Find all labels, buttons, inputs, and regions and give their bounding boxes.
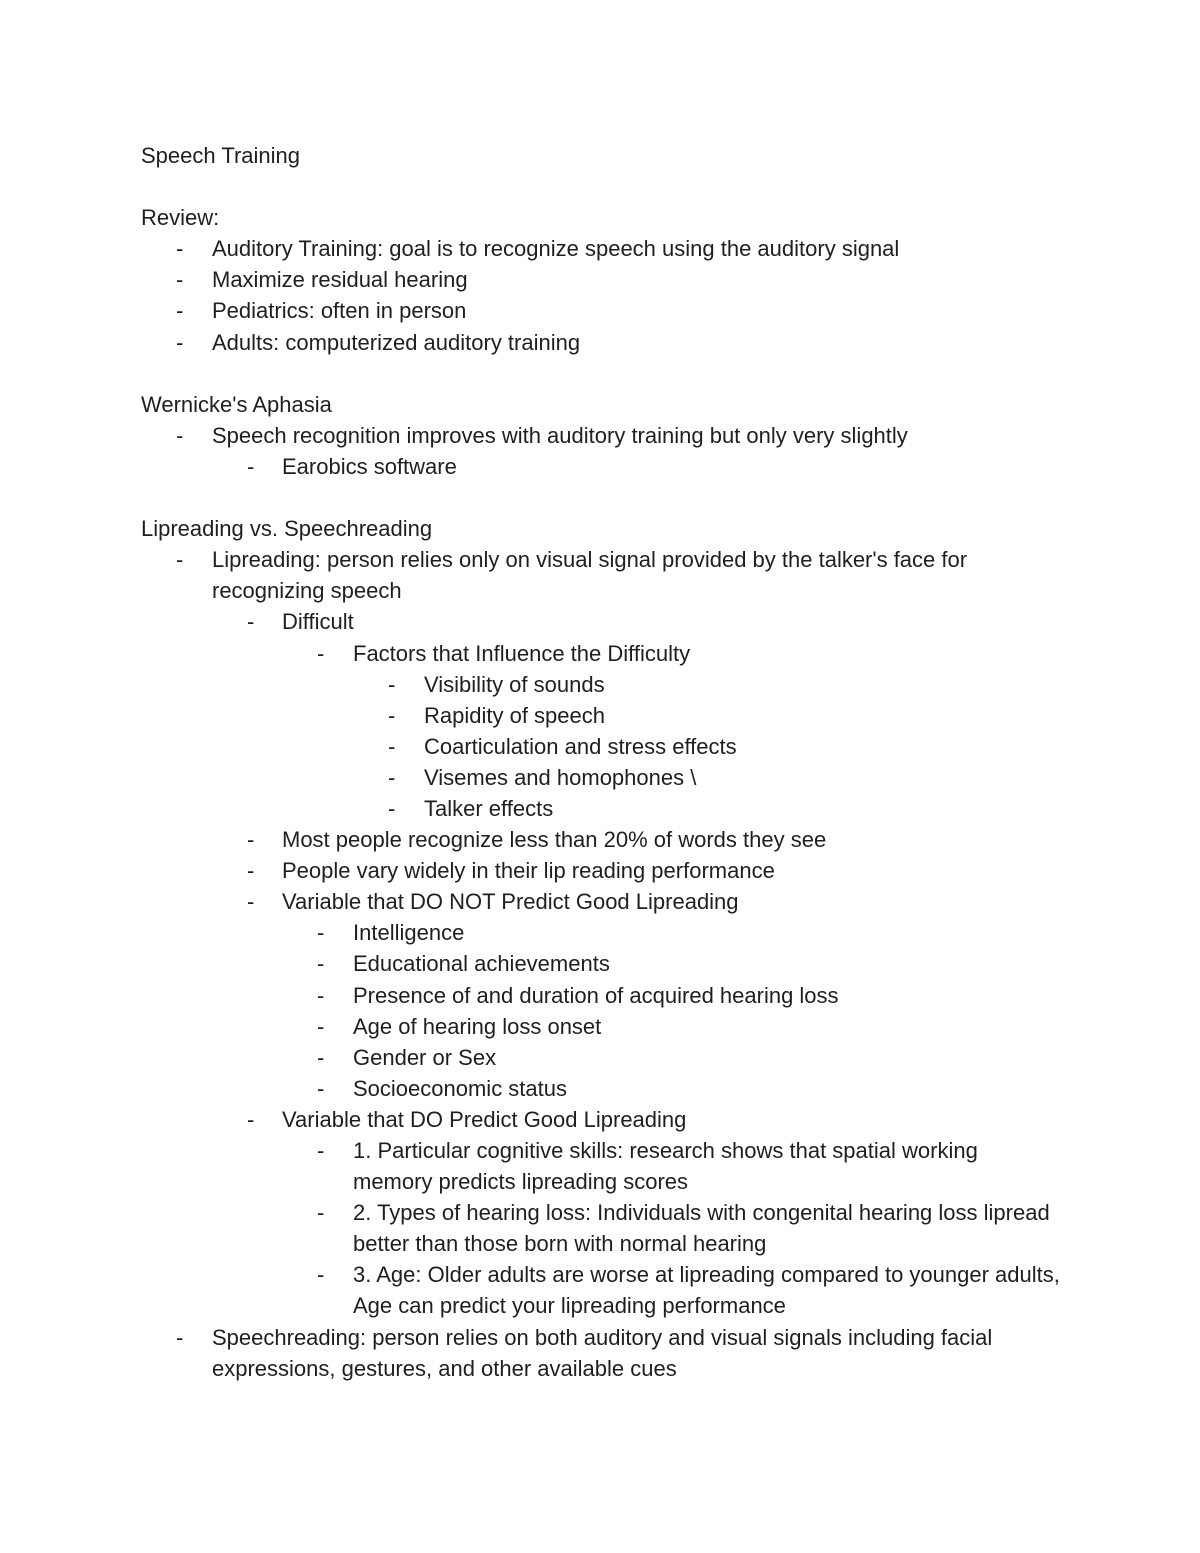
bullet-dash: - (176, 298, 184, 324)
list-item-text: Coarticulation and stress effects (424, 733, 737, 759)
list-item-text: Socioeconomic status (353, 1075, 567, 1101)
list-item (141, 1104, 1061, 1135)
bullet-dash: - (176, 422, 184, 448)
list-item (141, 264, 1061, 295)
list-item-text: People vary widely in their lip reading performance (282, 858, 775, 884)
list-item-text: Educational achievements (353, 951, 610, 977)
document-body (141, 140, 1061, 1384)
list-item (141, 1011, 1061, 1042)
section-heading-wernicke: Wernicke's Aphasia (141, 391, 332, 417)
bullet-dash: - (176, 547, 184, 573)
bullet-dash: - (247, 609, 255, 635)
list-item-text: Pediatrics: often in person (212, 298, 467, 324)
list-item (141, 731, 1061, 762)
list-item-text: Visibility of sounds (424, 671, 605, 697)
bullet-dash: - (247, 453, 255, 479)
list-item (141, 1073, 1061, 1104)
bullet-dash: - (388, 795, 396, 821)
list-item-text: Earobics software (282, 453, 457, 479)
list-item-text: Age of hearing loss onset (353, 1013, 602, 1039)
list-item-text: Talker effects (424, 795, 554, 821)
bullet-dash: - (317, 1044, 325, 1070)
list-item (141, 1042, 1061, 1073)
bullet-dash: - (176, 236, 184, 262)
list-item (141, 233, 1061, 264)
list-item-text: 1. Particular cognitive skills: research shows that spatial working memory predicts lipreading scores (353, 1138, 978, 1195)
list-item (141, 980, 1061, 1011)
list-item-text: Gender or Sex (353, 1044, 497, 1070)
spacer (141, 358, 1061, 389)
bullet-dash: - (317, 1200, 325, 1226)
list-item (141, 1322, 1061, 1384)
list-item-text: Lipreading: person relies only on visual signal provided by the talker's face for recognizing speech (212, 547, 968, 604)
list-item-text: Maximize residual hearing (212, 267, 468, 293)
list-item (141, 700, 1061, 731)
list-item (141, 544, 1061, 606)
list-item (141, 948, 1061, 979)
list-item (141, 669, 1061, 700)
list-item-text: Variable that DO Predict Good Lipreading (282, 1106, 687, 1132)
section-heading-review: Review: (141, 205, 220, 231)
list-item (141, 1259, 1061, 1321)
list-item-text: Auditory Training: goal is to recognize speech using the auditory signal (212, 236, 900, 262)
bullet-dash: - (317, 1262, 325, 1288)
list-item-text: Presence of and duration of acquired hearing loss (353, 982, 839, 1008)
bullet-dash: - (317, 1138, 325, 1163)
list-item (141, 762, 1061, 793)
list-item (141, 917, 1061, 948)
bullet-dash: - (247, 827, 255, 853)
list-item-text: Rapidity of speech (424, 702, 605, 728)
list-item (141, 295, 1061, 326)
bullet-dash: - (176, 267, 184, 293)
bullet-dash: - (176, 329, 184, 355)
list-item (141, 1135, 1061, 1197)
section-heading-lipreading: Lipreading vs. Speechreading (141, 516, 433, 542)
bullet-dash: - (317, 640, 325, 666)
list-item-text: Visemes and homophones \ (424, 764, 697, 790)
list-item (141, 855, 1061, 886)
bullet-dash: - (176, 1324, 184, 1350)
bullet-dash: - (247, 858, 255, 884)
bullet-dash: - (247, 1106, 255, 1132)
bullet-dash: - (388, 671, 396, 697)
bullet-dash: - (317, 920, 325, 946)
list-item-text: Difficult (282, 609, 354, 635)
list-item (141, 886, 1061, 917)
list-item-text: Adults: computerized auditory training (212, 329, 581, 355)
list-item-text: 3. Age: Older adults are worse at lipreading compared to younger adults, Age can predict your lipreading performance (353, 1262, 1060, 1319)
list-item (141, 793, 1061, 824)
bullet-dash: - (388, 733, 396, 759)
bullet-dash: - (317, 951, 325, 977)
spacer (141, 482, 1061, 513)
document-title: Speech Training (141, 143, 300, 168)
list-item-text: 2. Types of hearing loss: Individuals with congenital hearing loss lipread better than those born with normal hearing (353, 1200, 1050, 1257)
bullet-dash: - (388, 764, 396, 790)
bullet-dash: - (317, 1013, 325, 1039)
bullet-dash: - (317, 982, 325, 1008)
list-item (141, 451, 1061, 482)
bullet-dash: - (388, 702, 396, 728)
list-item (141, 606, 1061, 637)
list-item (141, 1197, 1061, 1259)
list-item-text: Speech recognition improves with auditory training but only very slightly (212, 422, 908, 448)
list-item-text: Intelligence (353, 920, 465, 946)
list-item (141, 420, 1061, 451)
list-item (141, 327, 1061, 358)
spacer (141, 171, 1061, 202)
list-item-text: Variable that DO NOT Predict Good Lipreading (282, 889, 739, 915)
list-item-text: Most people recognize less than 20% of words they see (282, 827, 827, 853)
bullet-dash: - (247, 889, 255, 915)
list-item (141, 638, 1061, 669)
bullet-dash: - (317, 1075, 325, 1101)
list-item-text: Speechreading: person relies on both auditory and visual signals including facial expressions, gestures, and other available cues (212, 1324, 993, 1381)
list-item (141, 824, 1061, 855)
list-item-text: Factors that Influence the Difficulty (353, 640, 691, 666)
